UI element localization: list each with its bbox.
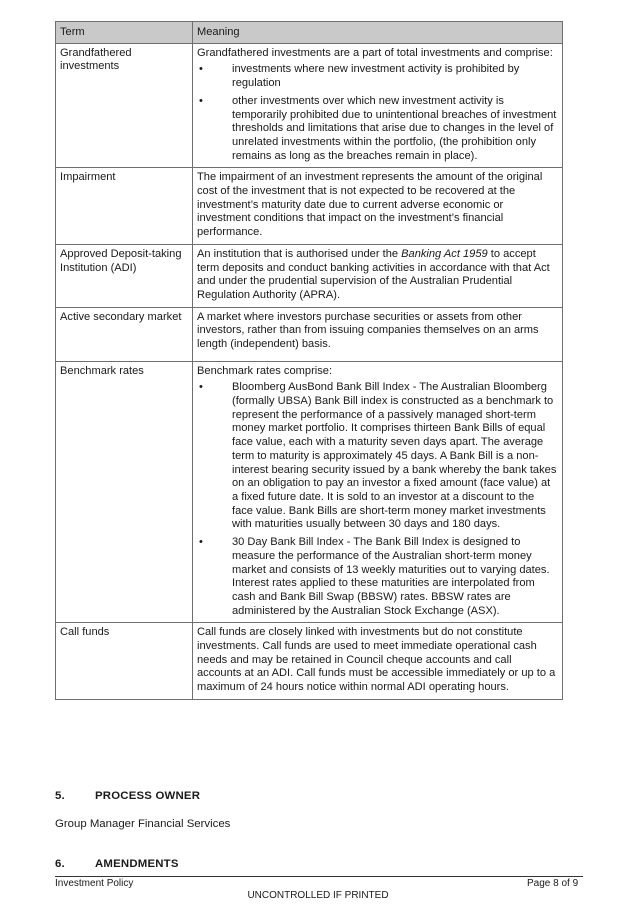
process-owner-text: Group Manager Financial Services: [55, 818, 231, 830]
meaning-cell: A market where investors purchase securities or assets from other investors, rather than from issuing companies themselves on an arms length (independent) basis.: [193, 307, 563, 361]
footer-document-name: Investment Policy: [55, 878, 134, 889]
meaning-cell: [193, 244, 563, 307]
meaning-intro: Grandfathered investments are a part of total investments and comprise:: [197, 46, 553, 59]
section-heading-amendments: [55, 858, 179, 870]
table-row: [56, 43, 563, 168]
act-name: Banking Act 1959: [401, 247, 488, 260]
table-row: [56, 307, 563, 361]
section-title: AMENDMENTS: [95, 858, 179, 870]
table-row: [56, 244, 563, 307]
table-row: [56, 361, 563, 623]
meaning-text: to accept term deposits and conduct banking activities in accordance with that Act and under the prudential supervision of the Australian Prudential Regulation Authority (APRA).: [197, 247, 550, 301]
term-cell: Approved Deposit-taking Institution (ADI): [56, 244, 193, 307]
table-row: [56, 623, 563, 700]
section-number: 6.: [55, 858, 65, 870]
term-cell: Impairment: [56, 168, 193, 245]
term-cell: Active secondary market: [56, 307, 193, 361]
header-meaning: Meaning: [193, 22, 563, 44]
bullet-item: • Bloomberg AusBond Bank Bill Index - The Australian Bloomberg (formally UBSA) Bank Bill index is constructed as a benchmark to represent the performance of a passively managed short-term money market portfolio. It comprises thirteen Bank Bills of equal face value, each with a maturity seven days apart. The average term to maturity is approximately 45 days. A Bank Bill is a non-interest bearing security issued by a bank whereby the bank takes on an obligation to pay an investor a fixed amount (face value) at a fixed future date. It is sold to an investor at a discount to the face value. Bank Bills are short-term money market investments with maturities usually between 30 days and 180 days.: [197, 381, 558, 532]
meaning-intro: Benchmark rates comprise:: [197, 364, 333, 377]
meaning-text: An institution that is authorised under the: [197, 247, 402, 260]
bullet-item: • other investments over which new investment activity is temporarily prohibited due to unintentional breaches of investment thresholds and limitations that arise due to changes in the level of unrelated investments within the portfolio, (the prohibition only remains as long as the breaches remain in place).: [197, 95, 558, 164]
meaning-cell: Call funds are closely linked with investments but do not constitute investments. Call funds are used to meet immediate operational cash needs and may be retained in Council cheque accounts and call accounts at an ADI. Call funds must be accessible immediately or up to a maximum of 24 hours notice within normal ADI operating hours.: [193, 623, 563, 700]
bullet-item: • 30 Day Bank Bill Index - The Bank Bill Index is designed to measure the performance of the Australian short-term money market and consists of 13 weekly maturities out to varying dates. Interest rates applied to these maturities are interpolated from cash and Bank Bill Swap (BBSW) rates. BBSW rates are administered by the Australian Stock Exchange (ASX).: [197, 536, 558, 618]
table-row: [56, 168, 563, 245]
header-term: Term: [56, 22, 193, 44]
meaning-cell: [193, 361, 563, 623]
section-heading-process-owner: [55, 790, 200, 802]
term-cell: Benchmark rates: [56, 361, 193, 623]
meaning-cell: [193, 43, 563, 168]
section-number: 5.: [55, 790, 65, 802]
footer-divider: [55, 876, 583, 877]
footer-page-number: Page 8 of 9: [527, 878, 579, 889]
bullet-item: • investments where new investment activity is prohibited by regulation: [197, 63, 558, 90]
term-cell: Grandfathered investments: [56, 43, 193, 168]
term-cell: Call funds: [56, 623, 193, 700]
bullet-list: [197, 381, 558, 618]
meaning-cell: The impairment of an investment represents the amount of the original cost of the investment that is not expected to be recovered at the investment’s maturity date due to current adverse economic or investment conditions that impact on the investment’s financial performance.: [193, 168, 563, 245]
footer-uncontrolled-notice: UNCONTROLLED IF PRINTED: [247, 890, 389, 901]
table-header-row: [56, 22, 563, 44]
bullet-list: [197, 63, 558, 163]
section-title: PROCESS OWNER: [95, 790, 201, 802]
definitions-table: [55, 21, 563, 700]
